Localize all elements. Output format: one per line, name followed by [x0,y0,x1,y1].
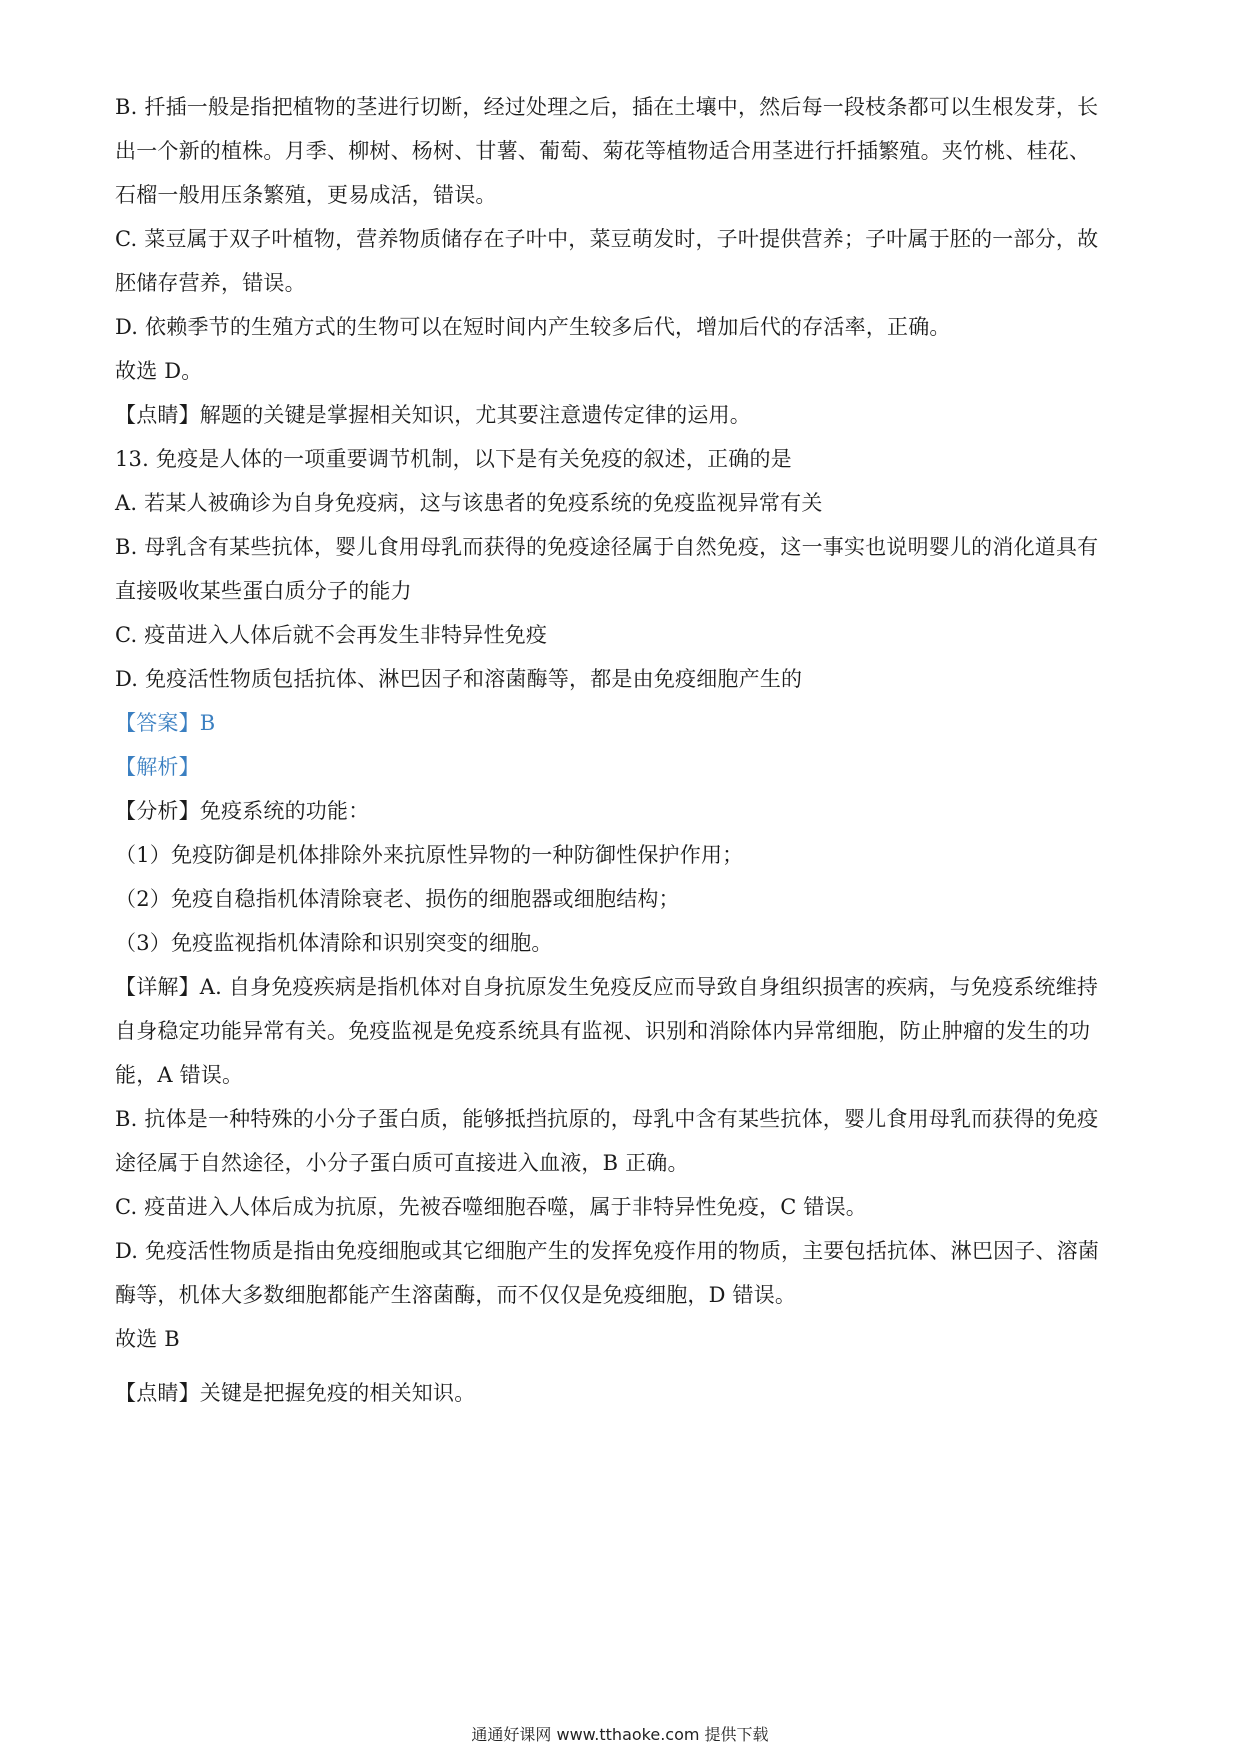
question-13-stem: 13. 免疫是人体的一项重要调节机制，以下是有关免疫的叙述，正确的是 [115,447,792,471]
option-a: A. 若某人被确诊为自身免疫病，这与该患者的免疫系统的免疫监视异常有关 [115,491,823,515]
answer-label: 【答案】B [115,711,216,735]
option-b-continued: 直接吸收某些蛋白质分子的能力 [115,579,412,603]
option-b: B. 母乳含有某些抗体，婴儿食用母乳而获得的免疫途径属于自然免疫，这一事实也说明婴儿的消化道具有 [115,535,1099,559]
text-line-25: 途径属于自然途径，小分子蛋白质可直接进入血液，B 正确。 [115,1151,689,1175]
text-line-29: 故选 B [115,1327,180,1351]
text-line-17: 【分析】免疫系统的功能： [115,799,370,823]
text-line-8: 【点睛】解题的关键是掌握相关知识，尤其要注意遗传定律的运用。 [115,403,751,427]
option-d: D. 免疫活性物质包括抗体、淋巴因子和溶菌酶等，都是由免疫细胞产生的 [115,667,803,691]
text-line-19: （2）免疫自稳指机体清除衰老、损伤的细胞器或细胞结构； [115,887,680,911]
text-line-21: 【详解】A. 自身免疫疾病是指机体对自身抗原发生免疫反应而导致自身组织损害的疾病，与免疫系统维持 [115,975,1099,999]
text-line-2: 出一个新的植株。月季、柳树、杨树、甘薯、葡萄、菊花等植物适合用茎进行扦插繁殖。夹竹桃、桂花、 [115,139,1091,163]
text-line-3: 石榴一般用压条繁殖，更易成活，错误。 [115,183,497,207]
text-line-24: B. 抗体是一种特殊的小分子蛋白质，能够抵挡抗原的，母乳中含有某些抗体，婴儿食用母乳而获得的免疫 [115,1107,1099,1131]
text-line-6: D. 依赖季节的生殖方式的生物可以在短时间内产生较多后代，增加后代的存活率，正确。 [115,315,951,339]
text-line-5: 胚储存营养，错误。 [115,271,306,295]
text-line-1: B. 扦插一般是指把植物的茎进行切断，经过处理之后，插在土壤中，然后每一段枝条都可以生根发芽，长 [115,95,1099,119]
analysis-label: 【解析】 [115,755,200,779]
text-line-7: 故选 D。 [115,359,203,383]
text-line-18: （1）免疫防御是机体排除外来抗原性异物的一种防御性保护作用； [115,843,744,867]
text-line-4: C. 菜豆属于双子叶植物，营养物质储存在子叶中，菜豆萌发时，子叶提供营养；子叶属于胚的一部分，故 [115,227,1099,251]
page-footer: 通通好课网 www.tthaoke.com 提供下载 [471,1725,769,1744]
option-c: C. 疫苗进入人体后就不会再发生非特异性免疫 [115,623,548,647]
text-line-22: 自身稳定功能异常有关。免疫监视是免疫系统具有监视、识别和消除体内异常细胞，防止肿瘤的发生的功 [115,1019,1091,1043]
text-line-26: C. 疫苗进入人体后成为抗原，先被吞噬细胞吞噬，属于非特异性免疫，C 错误。 [115,1195,868,1219]
text-line-30: 【点睛】关键是把握免疫的相关知识。 [115,1381,476,1405]
text-line-20: （3）免疫监视指机体清除和识别突变的细胞。 [115,931,553,955]
text-line-23: 能，A 错误。 [115,1063,244,1087]
text-line-28: 酶等，机体大多数细胞都能产生溶菌酶，而不仅仅是免疫细胞，D 错误。 [115,1283,797,1307]
text-line-27: D. 免疫活性物质是指由免疫细胞或其它细胞产生的发挥免疫作用的物质，主要包括抗体、淋巴因子、溶菌 [115,1239,1100,1263]
